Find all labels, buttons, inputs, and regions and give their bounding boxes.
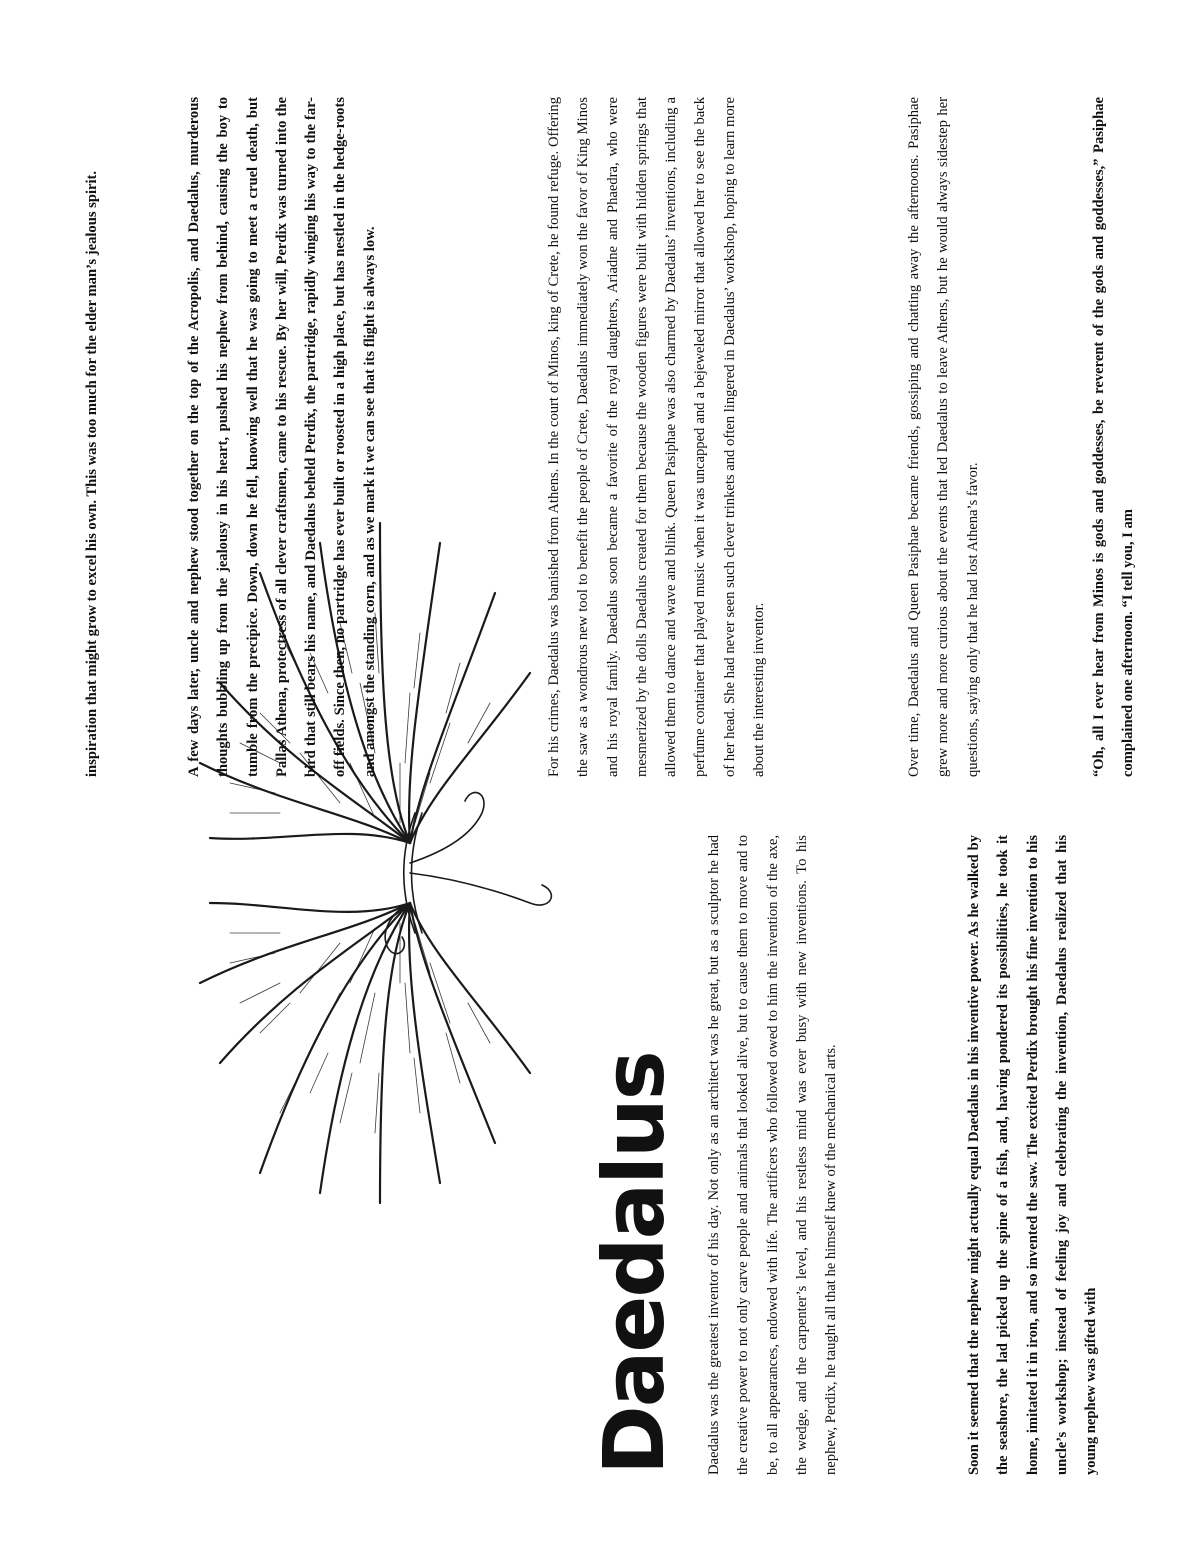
- perdix-saw-paragraph: Soon it seemed that the nephew might actually equal Daedalus in his inventive power. As he walked by the seashore, the lad picked up the spine of a fish, and, having pondered its possibilities, he took it home, imitated it in iron, and so invented the saw. The excited Perdix brought his fine invention to his uncle’s workshop; instead of feeling joy and celebrating the invention, Daedalus realized that his young nephew was gifted with: [966, 835, 1100, 1475]
- intro-paragraph: Daedalus was the greatest inventor of his day. Not only as an architect was he great, but as a sculptor he had the creative power to not only carve people and animals that looked alive, but to cause them to move and to be, to all appearances, endowed with life. The artificers who followed owed to him the invention of the axe, the wedge, and the carpenter’s level, and his restless mind was ever busy with new inventions. To his nephew, Perdix, he taught all that he himself knew of the mechanical arts.: [706, 835, 840, 1475]
- left-wing-hatching: [230, 923, 490, 1133]
- acropolis-paragraph: A few days later, uncle and nephew stood together on the top of the Acropolis, and Daedalus, murderous thoughts bubbling up from the jealousy in his heart, pushed his nephew from behind, causing the boy to tumble from the precipice. Down, down he fell, knowing well that he was going to meet a cruel death, but Pallas Athena, protectress of all clever craftsmen, came to his rescue. By her will, Perdix was turned into the bird that still bears his name, and Daedalus beheld Perdix, the partridge, rapidly winging his way to the far-off fields. Since then, no partridge has ever built or roosted in a high place, but has nestled in the hedge-roots and amongst the standing corn, and as we mark it we can see that its flight is always low.: [186, 97, 378, 777]
- jealous-spirit-paragraph: inspiration that might grow to excel his own. This was too much for the elder man’s jealous spirit.: [84, 170, 100, 777]
- left-wing: [200, 903, 530, 1203]
- page-title: Daedalus: [585, 1052, 683, 1475]
- crete-paragraph: For his crimes, Daedalus was banished from Athens. In the court of Minos, king of Crete, he found refuge. Offering the saw as a wondrous new tool to benefit the people of Crete, Daedalus immediately won the favor of King Minos and his royal family. Daedalus soon became a favorite of the royal daughters, Ariadne and Phaedra, who were mesmerized by the dolls Daedalus created for them because the wooden figures were built with hidden springs that allowed them to dance and wave and blink. Queen Pasiphae was also charmed by Daedalus’ inventions, including a perfume container that played music when it was uncapped and a bejeweled mirror that allowed her to see the back of her head. She had never seen such clever trinkets and often lingered in Daedalus’ workshop, hoping to learn more about the interesting inventor.: [546, 97, 768, 777]
- pasiphae-friendship-paragraph: Over time, Daedalus and Queen Pasiphae became friends, gossiping and chatting away the afternoons. Pasiphae grew more and more curious about the events that led Daedalus to leave Athens, but he would always sidestep her questions, saying only that he had lost Athena’s favor.: [906, 97, 981, 777]
- pasiphae-quote-paragraph: “Oh, all I ever hear from Minos is gods and goddesses, be reverent of the gods and goddesses,” Pasiphae complained one afternoon. “I tell you, I am: [1091, 97, 1137, 777]
